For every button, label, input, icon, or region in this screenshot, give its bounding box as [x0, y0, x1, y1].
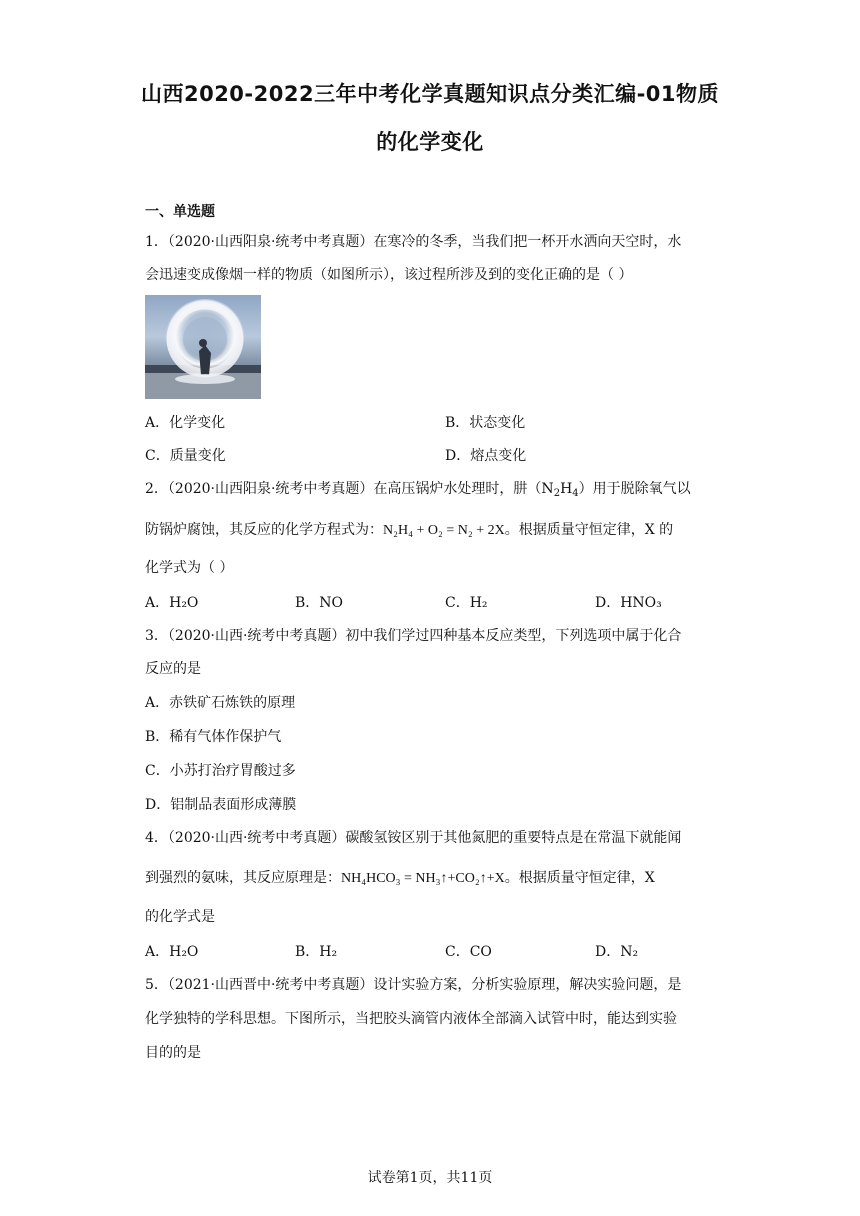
q5-line-2: 化学独特的学科思想。下图所示，当把胶头滴管内液体全部滴入试管中时，能达到实验	[145, 1011, 677, 1027]
q5-line-3: 目的的是	[145, 1045, 201, 1061]
q2-line-1-text-b: H	[560, 481, 573, 497]
q2-option-b[interactable]: B．NO	[295, 595, 344, 611]
q3-option-a[interactable]: A．赤铁矿石炼铁的原理	[145, 695, 296, 711]
q1-line-1: 1．（2020·山西阳泉·统考中考真题）在寒冷的冬季，当我们把一杯开水洒向天空时，水	[145, 234, 682, 250]
q2-line-3: 化学式为（ ）	[145, 560, 234, 576]
q1-option-b[interactable]: B．状态变化	[445, 415, 526, 431]
q3-option-b[interactable]: B．稀有气体作保护气	[145, 729, 282, 745]
q1-option-d[interactable]: D．熔点变化	[445, 448, 527, 464]
q1-option-a[interactable]: A．化学变化	[145, 415, 226, 431]
q4-option-c[interactable]: C．CO	[445, 944, 492, 960]
q4-line-3: 的化学式是	[145, 909, 215, 925]
q2-line-2	[145, 519, 673, 539]
q2-line-1	[145, 478, 691, 498]
q2-line-1-text-c: ）用于脱除氧气以	[578, 481, 691, 497]
frozen-water-photo	[145, 295, 261, 399]
q2-option-d[interactable]: D．HNO₃	[595, 595, 662, 611]
title-line-2: 的化学变化	[376, 130, 484, 154]
q3-line-2: 反应的是	[145, 661, 201, 677]
q4-option-d[interactable]: D．N₂	[595, 944, 639, 960]
q3-option-d[interactable]: D．铝制品表面形成薄膜	[145, 797, 297, 813]
q2-option-c[interactable]: C．H₂	[445, 595, 488, 611]
q5-line-1: 5．（2021·山西晋中·统考中考真题）设计实验方案，分析实验原理，解决实验问题，是	[145, 977, 682, 993]
q2-line-1-text-a: 2．（2020·山西阳泉·统考中考真题）在高压锅炉水处理时，肼（N	[145, 481, 554, 497]
q4-line-2-text-a: 到强烈的氨味，其反应原理是：	[145, 870, 341, 886]
q3-option-c[interactable]: C．小苏打治疗胃酸过多	[145, 763, 296, 779]
q4-option-b[interactable]: B．H₂	[295, 944, 338, 960]
q2-equation: N₂H₄ + O₂ = N₂ + 2X	[383, 523, 505, 538]
document-title	[100, 70, 760, 166]
q4-line-1: 4．（2020·山西·统考中考真题）碳酸氢铵区别于其他氮肥的重要特点是在常温下就能闻	[145, 830, 682, 846]
q2-line-2-text-b: 。根据质量守恒定律，X 的	[504, 522, 674, 538]
q2-line-2-text-a: 防锅炉腐蚀，其反应的化学方程式为：	[145, 522, 383, 538]
q4-option-a[interactable]: A．H₂O	[145, 944, 199, 960]
q1-line-2: 会迅速变成像烟一样的物质（如图所示），该过程所涉及到的变化正确的是（ ）	[145, 267, 633, 283]
q4-line-2-text-b: 。根据质量守恒定律，X	[504, 870, 655, 886]
page-footer: 试卷第1页，共11页	[367, 1170, 493, 1186]
q4-line-2	[145, 867, 655, 887]
section-heading: 一、单选题	[145, 204, 215, 220]
q1-option-c[interactable]: C．质量变化	[145, 448, 226, 464]
q3-line-1: 3．（2020·山西·统考中考真题）初中我们学过四种基本反应类型，下列选项中属于化合	[145, 628, 682, 644]
title-line-1: 山西2020-2022三年中考化学真题知识点分类汇编-01物质	[140, 82, 720, 106]
q2-line-1-sub-1: 2	[553, 488, 561, 499]
q2-line-1-sub-2: 4	[572, 488, 579, 499]
q4-equation: NH₄HCO₃ = NH₃↑+CO₂↑+X	[341, 871, 505, 886]
frozen-water-illustration	[145, 295, 261, 399]
q2-option-a[interactable]: A．H₂O	[145, 595, 199, 611]
